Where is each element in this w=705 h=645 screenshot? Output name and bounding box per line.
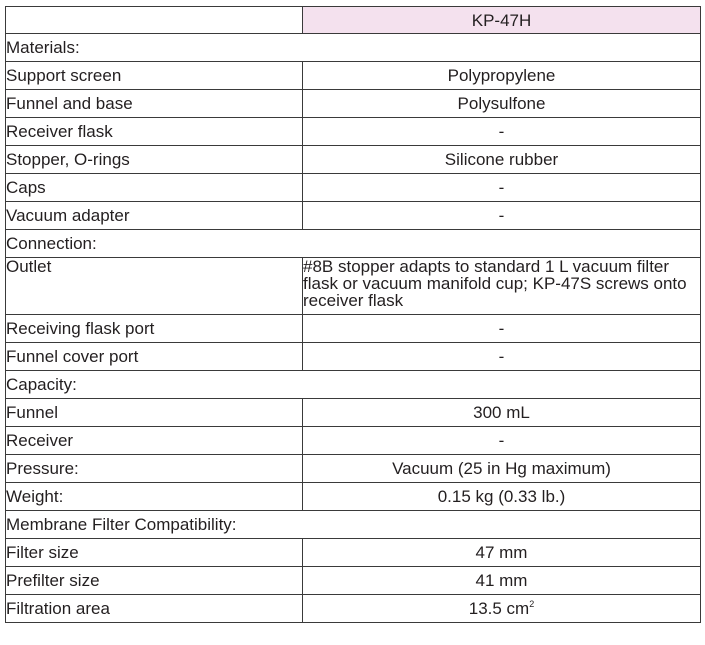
row-value: Polysulfone (303, 90, 701, 118)
row-label: Filter size (6, 539, 303, 567)
row-label: Receiver flask (6, 118, 303, 146)
table-row (6, 343, 701, 371)
header-row (6, 7, 701, 34)
table-row (6, 174, 701, 202)
row-value: 47 mm (303, 539, 701, 567)
row-label: Funnel (6, 399, 303, 427)
row-value (303, 595, 701, 623)
row-label: Caps (6, 174, 303, 202)
table-row (6, 315, 701, 343)
row-value: - (303, 202, 701, 230)
row-label: Receiver (6, 427, 303, 455)
table-row (6, 90, 701, 118)
section-title: Materials: (6, 34, 701, 62)
row-value: 300 mL (303, 399, 701, 427)
row-label: Filtration area (6, 595, 303, 623)
spec-table-container (5, 6, 701, 623)
row-label: Prefilter size (6, 567, 303, 595)
table-row (6, 567, 701, 595)
row-label: Receiving flask port (6, 315, 303, 343)
section-row-capacity (6, 371, 701, 399)
area-superscript: 2 (529, 599, 535, 609)
section-row-connection (6, 230, 701, 258)
row-value: Polypropylene (303, 62, 701, 90)
row-value: - (303, 343, 701, 371)
table-row (6, 399, 701, 427)
section-title: Capacity: (6, 371, 701, 399)
row-label: Funnel cover port (6, 343, 303, 371)
row-value: 0.15 kg (0.33 lb.) (303, 483, 701, 511)
table-row (6, 427, 701, 455)
section-title: Connection: (6, 230, 701, 258)
spec-table (5, 6, 701, 623)
model-header: KP-47H (303, 7, 701, 34)
row-label: Stopper, O-rings (6, 146, 303, 174)
table-row-weight (6, 483, 701, 511)
row-value: #8B stopper adapts to standard 1 L vacuum filter flask or vacuum manifold cup; KP-47S screws onto receiver flask (303, 258, 701, 315)
table-row (6, 146, 701, 174)
row-label: Weight: (6, 483, 303, 511)
row-value: - (303, 118, 701, 146)
row-value: Silicone rubber (303, 146, 701, 174)
table-row (6, 202, 701, 230)
row-value: - (303, 315, 701, 343)
table-row-outlet (6, 258, 701, 315)
table-row-pressure (6, 455, 701, 483)
row-value: - (303, 174, 701, 202)
row-label: Vacuum adapter (6, 202, 303, 230)
row-value: Vacuum (25 in Hg maximum) (303, 455, 701, 483)
row-label: Support screen (6, 62, 303, 90)
header-blank-cell (6, 7, 303, 34)
area-value: 13.5 cm (468, 599, 530, 618)
row-label: Pressure: (6, 455, 303, 483)
section-title: Membrane Filter Compatibility: (6, 511, 701, 539)
table-row (6, 118, 701, 146)
row-value: 41 mm (303, 567, 701, 595)
table-row-filtration-area (6, 595, 701, 623)
table-row (6, 539, 701, 567)
table-row (6, 62, 701, 90)
section-row-membrane (6, 511, 701, 539)
section-row-materials (6, 34, 701, 62)
row-label: Funnel and base (6, 90, 303, 118)
row-value: - (303, 427, 701, 455)
row-label: Outlet (6, 258, 303, 315)
